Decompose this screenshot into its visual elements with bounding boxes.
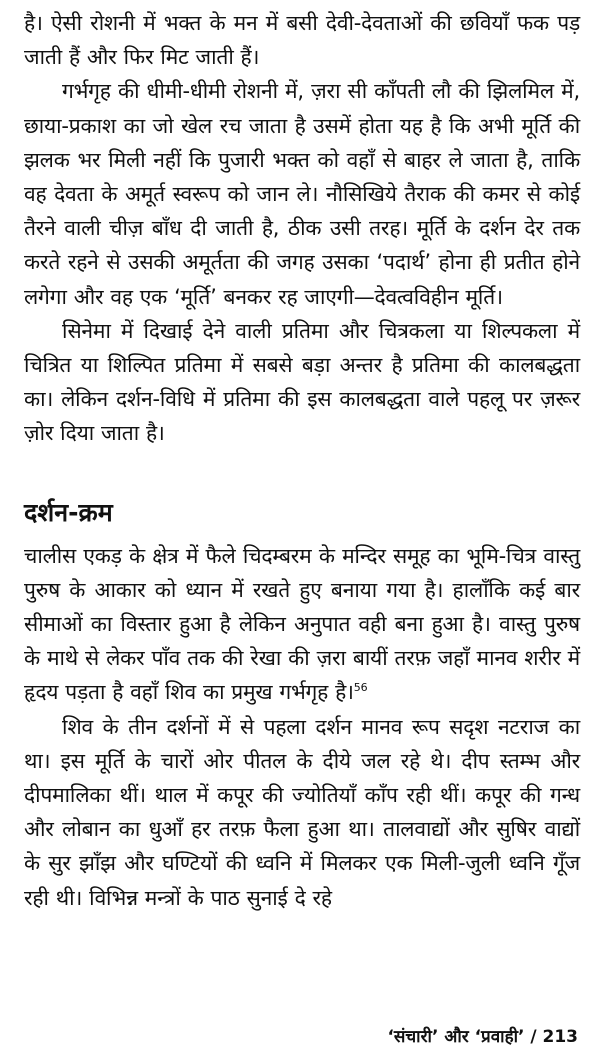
paragraph-1: है। ऐसी रोशनी में भक्त के मन में बसी देवी-देवताओं की छवियाँ फक पड़ जाती हैं और फिर मिट जाती हैं। <box>24 11 580 70</box>
page-footer: ‘संचारी’ और ‘प्रवाही’ / 213 <box>387 1027 578 1047</box>
paragraph-4-text: चालीस एकड़ के क्षेत्र में फैले चिदम्बरम के मन्दिर समूह का भूमि-चित्र वास्तु पुरुष के आकार को ध्यान में रखते हुए बनाया गया है। हालाँकि कई बार सीमाओं का विस्तार हुआ है लेकिन अनुपात वही बना हुआ है। वास्तु पुरुष के माथे से लेकर पाँव तक की रेखा की ज़रा बायीं तरफ़ जहाँ मानव शरीर में हृदय पड़ता है वहाँ शिव का प्रमुख गर्भगृह है। <box>24 543 580 705</box>
paragraph-4 <box>24 539 580 710</box>
section-heading: दर्शन-क्रम <box>24 497 113 527</box>
paragraph-3: सिनेमा में दिखाई देने वाली प्रतिमा और चित्रकला या शिल्पकला में चित्रित या शिल्पित प्रतिमा में सबसे बड़ा अन्तर है प्रतिमा की कालबद्धता का। लेकिन दर्शन-विधि में प्रतिमा की इस कालबद्धता वाले पहलू पर ज़रूर ज़ोर दिया जाता है। <box>24 318 580 446</box>
paragraph-2: गर्भगृह की धीमी-धीमी रोशनी में, ज़रा सी काँपती लौ की झिलमिल में, छाया-प्रकाश का जो खेल रच जाता है उसमें होता यह है कि अभी मूर्ति की झलक भर मिली नहीं कि पुजारी भक्त को वहाँ से बाहर ले जाता है, ताकि वह देवता के अमूर्त स्वरूप को जान ले। नौसिखिये तैराक की कमर से कोई तैरने वाली चीज़ बाँध दी जाती है, ठीक उसी तरह। मूर्ति के दर्शन देर तक करते रहने से उसकी अमूर्तता की जगह उसका ‘पदार्थ’ होना ही प्रतीत होने लगेगा और वह एक ‘मूर्ति’ बनकर रह जाएगी—देवत्वविहीन मूर्ति। <box>24 79 580 309</box>
footnote-marker: 56 <box>353 681 368 695</box>
paragraph-5: शिव के तीन दर्शनों में से पहला दर्शन मानव रूप सदृश नटराज का था। इस मूर्ति के चारों ओर पीतल के दीये जल रहे थे। दीप स्तम्भ और दीपमालिका थीं। थाल में कपूर की ज्योतियाँ काँप रही थीं। कपूर की गन्ध और लोबान का धुआँ हर तरफ़ फैला हुआ था। तालवाद्यों और सुषिर वाद्यों के सुर झाँझ और घण्टियों की ध्वनि में मिलकर एक मिली-जुली ध्वनि गूँज रही थी। विभिन्न मन्त्रों के पाठ सुनाई दे रहे <box>24 714 580 910</box>
